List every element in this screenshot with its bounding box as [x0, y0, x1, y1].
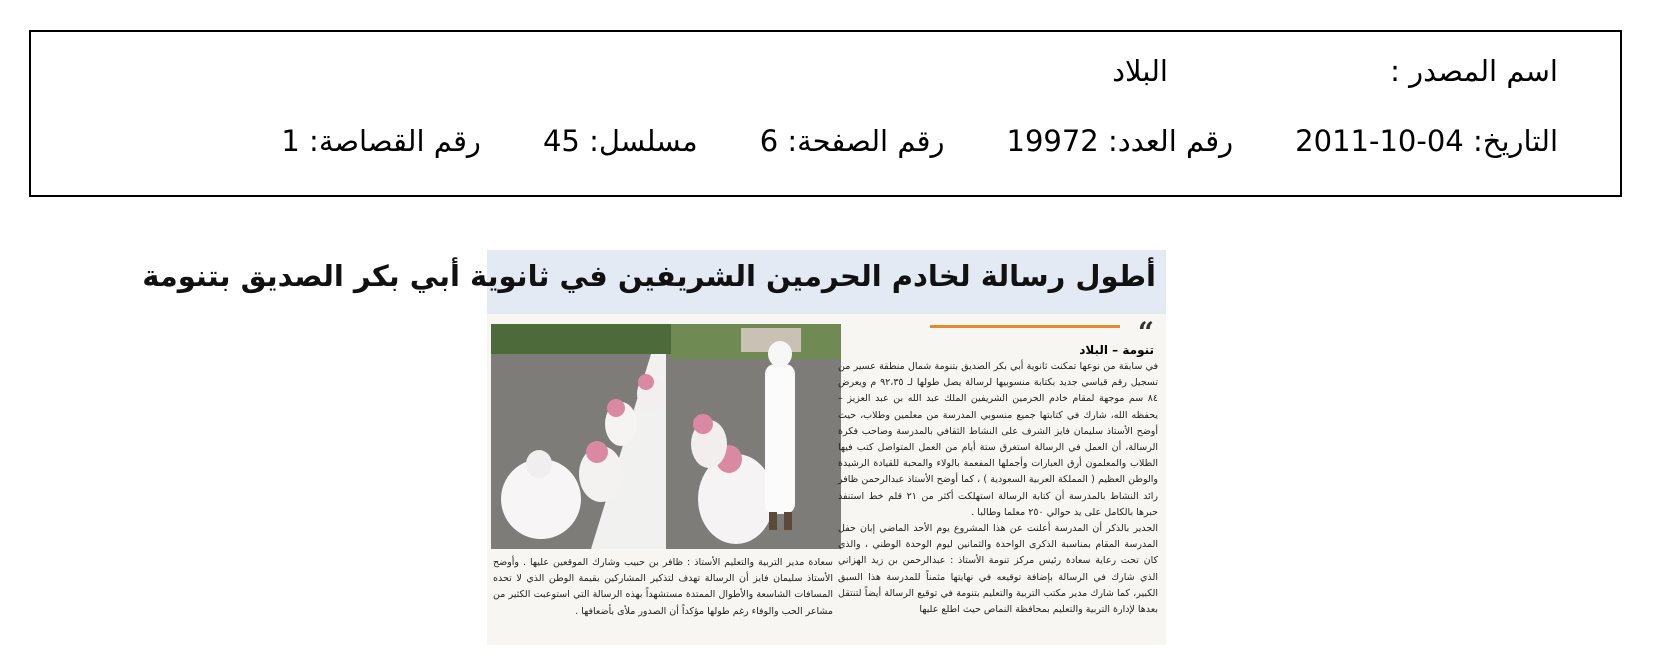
clipping-info-box — [29, 30, 1622, 197]
article-paragraph: الجدير بالذكر أن المدرسة أعلنت عن هذا المشروع يوم الأحد الماضي إبان حفل المدرسة المقام بمناسبة الذكرى الواحدة والثمانين ليوم الوحدة الوطني ، والذي كان تحت رعاية سعادة رئيس مركز تنومة الأستاذ : عبدالرحمن بن زيد الهزاني الذي شارك في الرسالة بإضافة توقيعه في نهايتها مثمناً للمدرسة هذا السبق الكبير، كما شارك مدير مكتب التربية والتعليم بتنومة في توقيع الرسالة أيضاً لتنتقل بعدها لإدارة التربية والتعليم بمحافظة النماص حيث اطلع عليها — [838, 523, 1158, 616]
clipping-meta-row — [281, 124, 1558, 158]
serial-field: مسلسل: 45 — [542, 124, 698, 158]
article-photo — [491, 324, 841, 549]
photo-illustration — [491, 324, 841, 549]
article-column-right — [838, 359, 1158, 618]
article-byline: تنومة – البلاد — [1079, 343, 1154, 357]
quote-icon: “ — [1137, 316, 1154, 349]
article-paragraph: في سابقة من نوعها تمكنت ثانوية أبي بكر الصديق بتنومة شمال منطقة عسير من تسجيل رقم قياسي جديد بكتابة منسوبيها لرسالة يصل طولها لـ ٩٢،٣٥ م ويعرض ٨٤ سم موجهة لمقام خادم الحرمين الشريفين الملك عبد الله بن عبد العزيز – يحفظه الله، شارك في كتابتها جميع منسوبي المدرسة من معلمين وطلاب، حيث أوضح الأستاذ سليمان فايز الشرف على النشاط الثقافي بالمدرسة وصاحب فكرة الرسالة، أن العمل في الرسالة استغرق ستة أيام من العمل المتواصل كتب فيها الطلاب والمعلمون أرق العبارات وأجملها المفعمة بالولاء والمحبة للقيادة الرشيدة والوطن العظيم ( المملكة العربية السعودية ) ، كما أوضح الأستاذ عبدالرحمن ظافر رائد النشاط بالمدرسة أن كتابة الرسالة استهلكت أكثر من ٢١ قلم خط استنفد حبرها بالكامل على يد حوالي ٢٥٠ معلما وطالبا . — [838, 361, 1159, 518]
date-field: التاريخ: 04-10-2011 — [1295, 124, 1558, 158]
issue-number-field: رقم العدد: 19972 — [1006, 124, 1234, 158]
source-label: اسم المصدر : — [1390, 54, 1558, 88]
clipping-number-field: رقم القصاصة: 1 — [281, 124, 481, 158]
accent-rule — [930, 325, 1120, 328]
page-number-field: رقم الصفحة: 6 — [759, 124, 945, 158]
newspaper-clipping — [142, 250, 1166, 645]
article-column-left: سعادة مدير التربية والتعليم الأستاذ : ظافر بن حبيب وشارك الموقعين عليها . وأوضح الأستاذ سليمان فايز أن الرسالة تهدف لتذكير المشاركين بقيمة الوطن الذي لا تحده المسافات الشاسعة والأطوال الممتدة مستشهداً بهذه الرسالة التي استوعبت الكثير من مشاعر الحب والوفاء رغم طولها مؤكداً أن الصدور ملأى بأضعافها . — [493, 557, 833, 617]
article-headline: أطول رسالة لخادم الحرمين الشريفين في ثانوية أبي بكر الصديق بتنومة — [142, 259, 1156, 293]
source-value: البلاد — [1112, 54, 1168, 88]
